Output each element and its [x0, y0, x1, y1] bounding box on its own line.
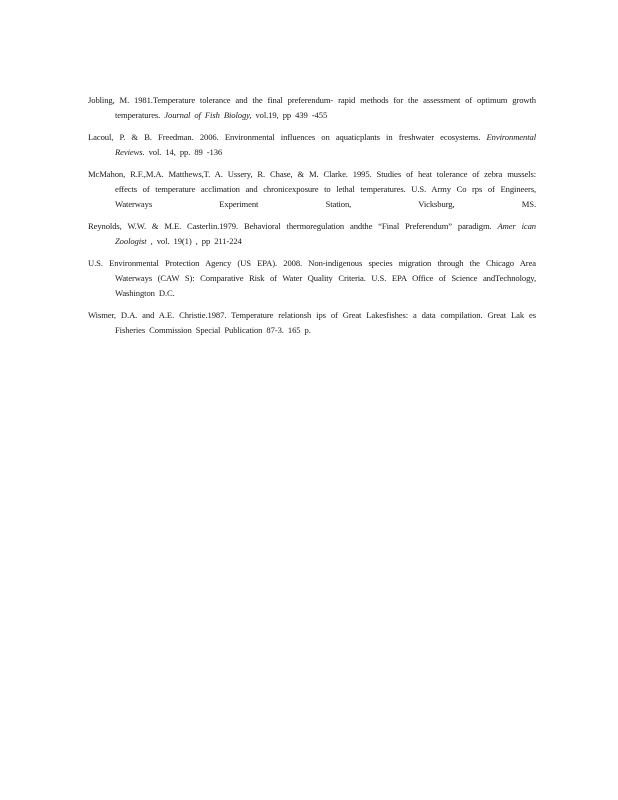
reference-text: McMahon, R.F.,M.A. Matthews,T. A. Ussery, R. Chase, & M. Clarke. 1995. Studies of heat tolerance of zebra mussels: effects of temperature acclimation and chronicexposure to lethal temperatures. U.S. Army Co rps of Engineers, Waterways Experiment Station, Vicksburg, MS.: [88, 169, 536, 209]
reference-reynolds: [88, 219, 536, 248]
reference-jobling: [88, 93, 536, 122]
reference-us-epa: [88, 256, 536, 300]
reference-text: Lacoul, P. & B. Freedman. 2006. Environmental influences on aquaticplants in freshwater ecosystems.: [88, 132, 487, 143]
journal-title: Amer ican Zoologist: [115, 221, 536, 246]
reference-text: Jobling, M. 1981.Temperature tolerance and the final preferendum- rapid methods for the assessment of optimum growth temperatures.: [88, 95, 536, 120]
reference-mcmahon: [88, 167, 536, 211]
reference-wismer: [88, 308, 536, 337]
reference-text-tail: vol. 14, pp. 89 -136: [144, 146, 223, 157]
reference-text: Reynolds, W.W. & M.E. Casterlin.1979. Behavioral thermoregulation andthe “Final Preferendum” paradigm.: [88, 221, 498, 232]
journal-title: Environmental Reviews.: [115, 132, 536, 157]
reference-text: U.S. Environmental Protection Agency (US EPA). 2008. Non-indigenous species migration through the Chicago Area Waterways (CAW S): Comparative Risk of Water Quality Criteria. U.S. EPA Office of Science andTechnology, Washington D.C.: [88, 258, 536, 298]
references-list: [88, 93, 536, 345]
journal-title: Journal of Fish Biology,: [164, 109, 252, 120]
reference-text-tail: vol.19, pp 439 -455: [251, 109, 328, 120]
reference-text: Wismer, D.A. and A.E. Christie.1987. Temperature relationsh ips of Great Lakesfishes: a data compilation. Great Lak es Fisheries Commission Special Publication 87-3. 165 p.: [88, 310, 536, 335]
reference-lacoul: [88, 130, 536, 159]
reference-text-tail: , vol. 19(1) , pp 211-224: [146, 235, 242, 246]
